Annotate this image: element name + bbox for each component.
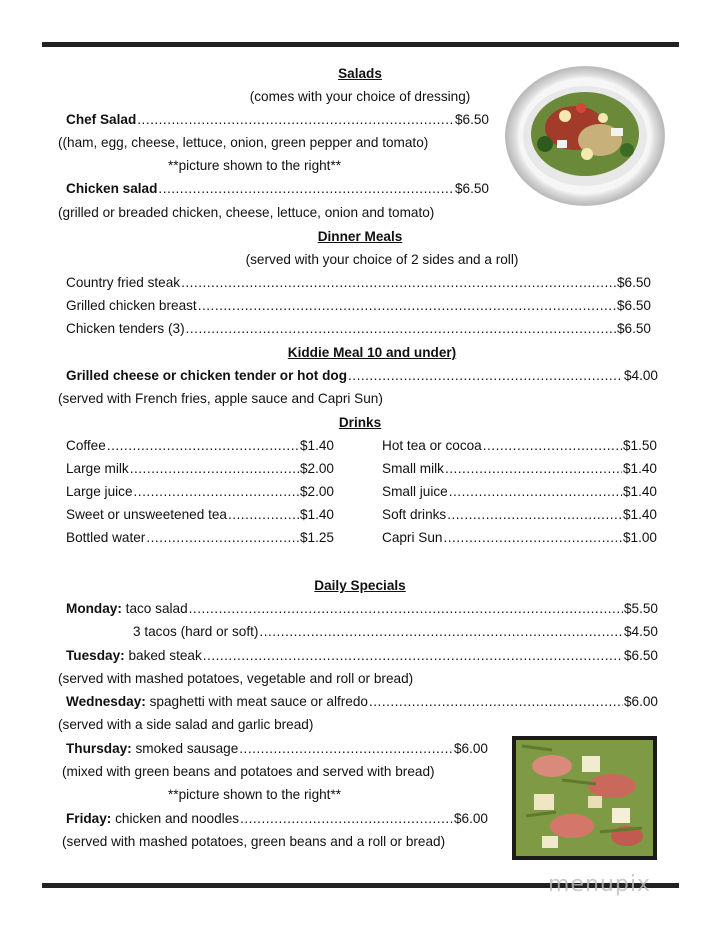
leader-dots [137, 112, 454, 127]
drink-soft-drinks [382, 507, 657, 522]
leader-dots [259, 624, 623, 639]
item-price: $1.40 [622, 507, 657, 522]
item-price: $1.40 [622, 461, 657, 476]
item-name: spaghetti with meat sauce or alfredo [149, 694, 368, 709]
item-name: Hot tea or cocoa [382, 438, 482, 453]
item-name: Chicken salad [66, 181, 158, 196]
menu-item-chicken-tenders [66, 321, 651, 336]
item-price: $2.00 [299, 484, 334, 499]
menu-item-grilled-chicken-breast [66, 298, 651, 313]
drink-large-milk [66, 461, 334, 476]
watermark-text: menupix [548, 872, 651, 897]
item-price: $6.50 [616, 321, 651, 336]
special-tuesday [66, 648, 658, 663]
specials-heading: Daily Specials [314, 578, 406, 593]
item-name: chicken and noodles [115, 811, 240, 826]
drink-capri-sun [382, 530, 657, 545]
dinner-heading: Dinner Meals [317, 229, 403, 244]
item-price: $4.00 [623, 368, 658, 383]
leader-dots [449, 484, 622, 499]
item-price: $6.00 [623, 694, 658, 709]
item-price: $1.40 [299, 507, 334, 522]
leader-dots [447, 507, 622, 522]
leader-dots [130, 461, 299, 476]
leader-dots [186, 321, 616, 336]
leader-dots [189, 601, 623, 616]
menu-item-country-fried-steak [66, 275, 651, 290]
day-label: Tuesday: [66, 648, 125, 663]
item-price: $1.00 [622, 530, 657, 545]
day-label: Friday: [66, 811, 112, 826]
item-name: Country fried steak [66, 275, 181, 290]
special-friday [66, 811, 488, 826]
special-wednesday [66, 694, 658, 709]
leader-dots [445, 461, 622, 476]
item-name: Capri Sun [382, 530, 443, 545]
item-price: $2.00 [299, 461, 334, 476]
leader-dots [240, 811, 453, 826]
item-name: 3 tacos (hard or soft) [133, 624, 259, 639]
leader-dots [369, 694, 623, 709]
drink-bottled-water [66, 530, 334, 545]
kiddie-heading: Kiddie Meal 10 and under) [287, 345, 457, 360]
chef-salad-description: ((ham, egg, cheese, lettuce, onion, green pepper and tomato) [58, 135, 429, 150]
salad-picture-note: **picture shown to the right** [168, 158, 342, 173]
item-price: $6.50 [623, 648, 658, 663]
leader-dots [198, 298, 616, 313]
drink-coffee [66, 438, 334, 453]
leader-dots [146, 530, 299, 545]
wednesday-description: (served with a side salad and garlic bread) [58, 717, 314, 732]
day-label: Wednesday: [66, 694, 146, 709]
specials-picture-note: **picture shown to the right** [168, 787, 342, 802]
item-price: $6.00 [453, 811, 488, 826]
item-price: $4.50 [623, 624, 658, 639]
item-name: Chicken tenders (3) [66, 321, 185, 336]
drink-hot-tea [382, 438, 657, 453]
menu-item-kiddie-meal [66, 368, 658, 383]
leader-dots [181, 275, 616, 290]
leader-dots [158, 181, 454, 196]
item-price: $5.50 [623, 601, 658, 616]
sausage-image [512, 736, 657, 860]
drink-large-juice [66, 484, 334, 499]
day-label: Monday: [66, 601, 122, 616]
smoked-sausage-photo [512, 736, 657, 860]
chicken-salad-description: (grilled or breaded chicken, cheese, lettuce, onion and tomato) [58, 205, 435, 220]
special-monday-tacos [133, 624, 658, 639]
leader-dots [203, 648, 623, 663]
drink-small-milk [382, 461, 657, 476]
item-price: $6.50 [454, 181, 489, 196]
day-label: Thursday: [66, 741, 132, 756]
item-name: Large milk [66, 461, 129, 476]
item-price: $6.00 [453, 741, 488, 756]
item-name: smoked sausage [135, 741, 239, 756]
item-name: Chef Salad [66, 112, 137, 127]
item-name: Large juice [66, 484, 133, 499]
leader-dots [443, 530, 622, 545]
item-name: Bottled water [66, 530, 146, 545]
menu-item-chicken-salad [66, 181, 489, 196]
thursday-description: (mixed with green beans and potatoes and served with bread) [62, 764, 435, 779]
leader-dots [228, 507, 299, 522]
friday-description: (served with mashed potatoes, green beans and a roll or bread) [62, 834, 446, 849]
item-name: Sweet or unsweetened tea [66, 507, 227, 522]
salads-subheading: (comes with your choice of dressing) [249, 89, 471, 104]
leader-dots [483, 438, 622, 453]
item-price: $1.40 [622, 484, 657, 499]
leader-dots [239, 741, 453, 756]
item-name: taco salad [125, 601, 188, 616]
item-price: $1.40 [299, 438, 334, 453]
special-monday [66, 601, 658, 616]
tuesday-description: (served with mashed potatoes, vegetable and roll or bread) [58, 671, 414, 686]
drinks-heading: Drinks [338, 415, 382, 430]
item-price: $6.50 [616, 275, 651, 290]
dinner-subheading: (served with your choice of 2 sides and a roll) [245, 252, 519, 267]
chef-salad-photo [505, 66, 665, 206]
menu-item-chef-salad [66, 112, 489, 127]
drink-small-juice [382, 484, 657, 499]
leader-dots [107, 438, 299, 453]
item-price: $1.50 [622, 438, 657, 453]
item-price: $6.50 [616, 298, 651, 313]
kiddie-description: (served with French fries, apple sauce and Capri Sun) [58, 391, 383, 406]
leader-dots [348, 368, 623, 383]
item-name: Grilled chicken breast [66, 298, 197, 313]
salad-image [505, 66, 665, 206]
special-thursday [66, 741, 488, 756]
item-price: $6.50 [454, 112, 489, 127]
drink-tea [66, 507, 334, 522]
item-name: Grilled cheese or chicken tender or hot dog [66, 368, 348, 383]
leader-dots [134, 484, 299, 499]
salads-heading: Salads [338, 66, 382, 81]
item-name: Soft drinks [382, 507, 447, 522]
top-rule [42, 42, 679, 47]
item-name: Small milk [382, 461, 444, 476]
item-name: Coffee [66, 438, 106, 453]
item-price: $1.25 [299, 530, 334, 545]
item-name: baked steak [128, 648, 202, 663]
item-name: Small juice [382, 484, 448, 499]
